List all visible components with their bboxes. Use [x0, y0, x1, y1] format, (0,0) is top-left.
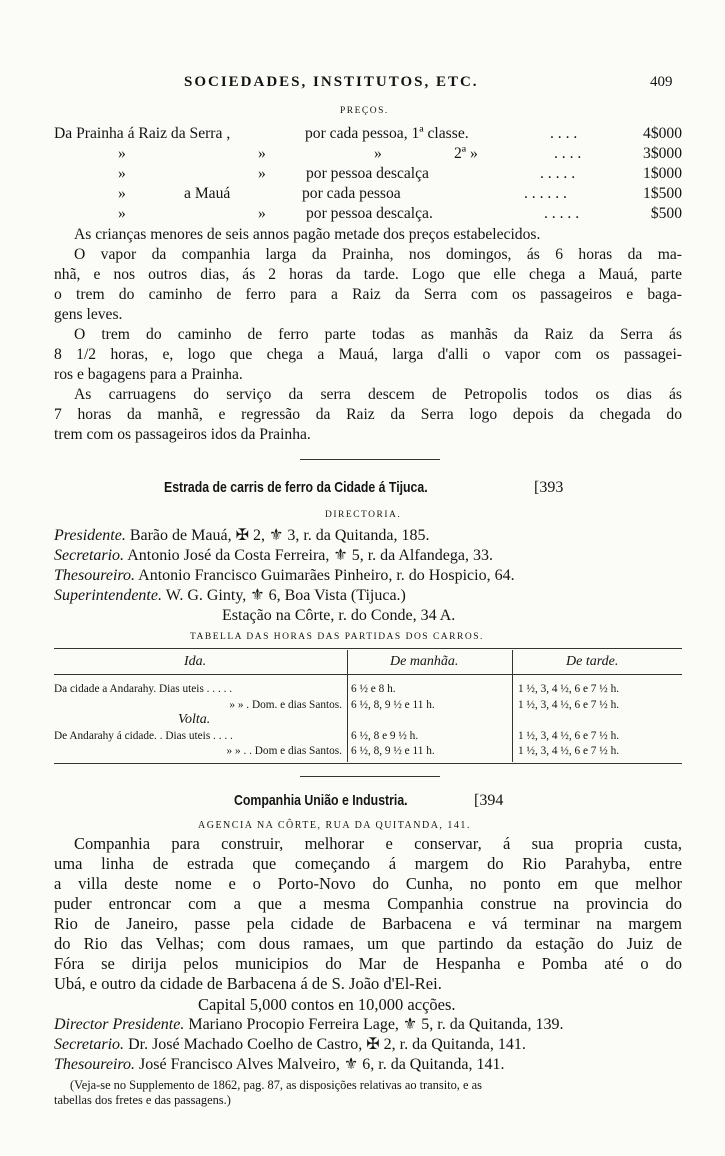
text-line: do Rio das Velhas; com dous ramaes, um que partindo da estação do Juiz de: [54, 934, 682, 953]
section-number: [394: [474, 792, 504, 809]
directoria-heading: DIRECTORIA.: [325, 510, 402, 520]
text-line: o trem do caminho de ferro para a Raiz da Serra com os passageiros e baga-: [54, 286, 682, 303]
officer-line: Superintendente. W. G. Ginty, ⚜ 6, Boa Vista (Tijuca.): [54, 587, 406, 604]
table-col-rule: [347, 650, 348, 762]
station-line: Estação na Côrte, r. do Conde, 34 A.: [222, 607, 456, 624]
table-row-route: Da cidade a Andarahy. Dias uteis . . . . .: [54, 683, 233, 695]
text-line: gens leves.: [54, 306, 123, 323]
table-col-rule: [512, 650, 513, 762]
table-rule-bottom: [54, 763, 682, 764]
section-divider: [300, 776, 440, 777]
table-row-tarde: 1 ½, 3, 4 ½, 6 e 7 ½ h.: [518, 745, 620, 757]
section-divider: [300, 459, 440, 460]
col-header-tarde: De tarde.: [566, 654, 619, 669]
text-line: 8 1/2 horas, e, logo que chega a Mauá, larga d'alli o vapor com os passagei-: [54, 346, 682, 363]
text-line: trem com os passageiros idos da Prainha.: [54, 426, 311, 443]
text-line: a villa deste nome e o Porto-Novo do Cunha, no ponto em que melhor: [54, 874, 682, 893]
text-line: Companhia para construir, melhorar e conservar, á sua propria custa,: [74, 834, 682, 853]
text-line: ros e bagagens para a Prainha.: [54, 366, 243, 383]
section-title: Estrada de carris de ferro da Cidade á Tijuca.: [164, 479, 428, 496]
table-row-tarde: 1 ½, 3, 4 ½, 6 e 7 ½ h.: [518, 683, 620, 695]
officer-line: Secretario. Dr. José Machado Coelho de Castro, ✠ 2, r. da Quitanda, 141.: [54, 1036, 526, 1053]
precos-heading: PREÇOS.: [340, 106, 389, 116]
table-row-manha: 6 ½, 8 e 9 ½ h.: [351, 730, 419, 742]
officer-line: Thesoureiro. José Francisco Alves Malveiro, ⚜ 6, r. da Quitanda, 141.: [54, 1056, 505, 1073]
text-line: Fóra se dirija pelos municipios do Mar de Hespanha e Pomba até o do: [54, 954, 682, 973]
volta-label: Volta.: [178, 712, 211, 727]
officer-line: Presidente. Barão de Mauá, ✠ 2, ⚜ 3, r. da Quitanda, 185.: [54, 527, 430, 544]
officer-line: Secretario. Antonio José da Costa Ferreira, ⚜ 5, r. da Alfandega, 33.: [54, 547, 494, 564]
table-row-route: » » . Dom. e dias Santos.: [229, 699, 342, 711]
table-row-route: » » . . Dom e dias Santos.: [226, 745, 342, 757]
table-rule-top: [54, 648, 682, 649]
text-line: Ubá, e outro da cidade de Barbacena á de S. João d'El-Rei.: [54, 974, 442, 993]
text-line: nhã, e nos outros dias, ás 2 horas da tarde. Logo que elle chega a Mauá, parte: [54, 266, 682, 283]
table-row-tarde: 1 ½, 3, 4 ½, 6 e 7 ½ h.: [518, 699, 620, 711]
price-row: Da Prainha á Raiz da Serra , por cada pessoa, 1ª classe. . . . . 4$000: [54, 125, 682, 142]
text-line: Rio de Janeiro, passe pela cidade de Barbacena e vá terminar na margem: [54, 914, 682, 933]
col-header-ida: Ida.: [184, 654, 207, 669]
note-line: tabellas dos fretes e das passagens.): [54, 1093, 231, 1107]
officer-line: Director Presidente. Mariano Procopio Ferreira Lage, ⚜ 5, r. da Quitanda, 139.: [54, 1016, 564, 1033]
table-row-manha: 6 ½, 8, 9 ½ e 11 h.: [351, 745, 435, 757]
table-row-tarde: 1 ½, 3, 4 ½, 6 e 7 ½ h.: [518, 730, 620, 742]
text-line: As carruagens do serviço da serra descem de Petropolis todos os dias ás: [74, 386, 682, 403]
table-row-manha: 6 ½, 8, 9 ½ e 11 h.: [351, 699, 435, 711]
table-row-manha: 6 ½ e 8 h.: [351, 683, 396, 695]
officer-line: Thesoureiro. Antonio Francisco Guimarães Pinheiro, r. do Hospicio, 64.: [54, 567, 515, 584]
agencia-line: AGENCIA NA CÔRTE, RUA DA QUITANDA, 141.: [198, 820, 471, 831]
text-line: As crianças menores de seis annos pagão metade dos preços estabelecidos.: [74, 226, 541, 243]
col-header-manha: De manhãa.: [390, 654, 459, 669]
text-line: O vapor da companhia larga da Prainha, nos domingos, ás 6 horas da ma-: [74, 246, 682, 263]
table-title: TABELLA DAS HORAS DAS PARTIDAS DOS CARROS.: [190, 632, 484, 642]
page-number: 409: [650, 74, 673, 90]
section-number: [393: [534, 479, 564, 496]
text-line: uma linha de estrada que começando á margem do Rio Parahyba, entre: [54, 854, 682, 873]
section-title: Companhia União e Industria.: [234, 792, 408, 809]
table-rule-head: [54, 674, 682, 675]
text-line: 7 horas da manhã, e regressão da Raiz da Serra logo depois da chegada do: [54, 406, 682, 423]
text-line: puder entroncar com a que a mesma Companhia construe na provincia do: [54, 894, 682, 913]
text-line: O trem do caminho de ferro parte todas as manhãs da Raiz da Serra ás: [74, 326, 682, 343]
capital-line: Capital 5,000 contos en 10,000 acções.: [198, 995, 456, 1014]
table-row-route: De Andarahy á cidade. . Dias uteis . . . .: [54, 730, 233, 742]
note-line: (Veja-se no Supplemento de 1862, pag. 87, as disposições relativas ao transito, e as: [70, 1078, 482, 1092]
running-header: SOCIEDADES, INSTITUTOS, ETC.: [184, 74, 479, 90]
